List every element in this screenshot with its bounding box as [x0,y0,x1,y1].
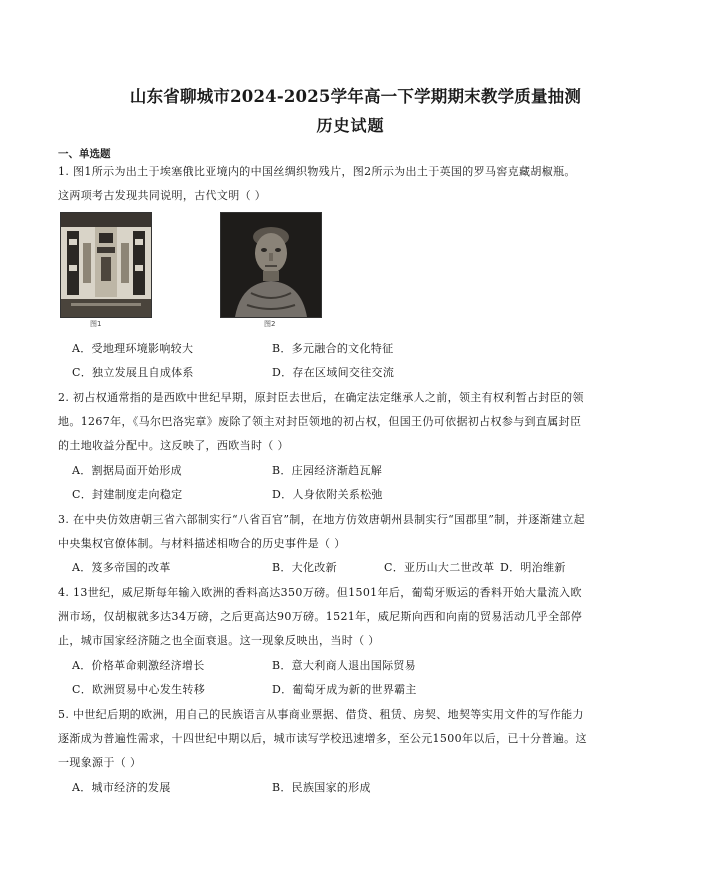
q2-option-d[interactable]: D．人身依附关系松弛 [272,488,383,501]
bust-illustration [221,213,321,317]
q4-option-d[interactable]: D．葡萄牙成为新的世界霸主 [272,683,417,696]
q2-option-b[interactable]: B．庄园经济渐趋瓦解 [272,464,383,477]
q2-stem-line2: 地。1267年，《马尔巴洛宪章》废除了领主对封臣领地的初占权，但国王仍可依据初占权参与到直属封臣 [58,415,582,428]
q2-option-c[interactable]: C．封建制度走向稳定 [72,488,183,501]
section-label: 一、单选题 [58,148,111,160]
figure-1-textile-image [60,212,152,318]
q3-stem-line2: 中央集权官僚体制。与材料描述相吻合的历史事件是（ ） [58,537,346,550]
q4-option-a[interactable]: A．价格革命刺激经济增长 [72,659,205,672]
q5-stem-line2: 逐渐成为普遍性需求，十四世纪中期以后，城市读写学校迅速增多，至公元1500年以后，已十分普遍。这 [58,732,587,745]
q4-stem-line3: 止，城市国家经济随之也全面衰退。这一现象反映出，当时（ ） [58,634,380,647]
q4-stem-line1: 4. 13世纪，威尼斯每年输入欧洲的香料高达350万磅。但1501年后，葡萄牙贩运的香料开始大量流入欧 [58,586,582,599]
textile-illustration [61,213,151,317]
q1-option-d[interactable]: D．存在区域间交往交流 [272,366,395,379]
q4-option-b[interactable]: B．意大利商人退出国际贸易 [272,659,416,672]
q2-option-a[interactable]: A．割据局面开始形成 [72,464,182,477]
q2-stem-line3: 的土地收益分配中。这反映了，西欧当时（ ） [58,439,289,452]
q4-option-c[interactable]: C．欧洲贸易中心发生转移 [72,683,206,696]
q5-option-a[interactable]: A．城市经济的发展 [72,781,171,794]
q1-option-c[interactable]: C．独立发展且自成体系 [72,366,194,379]
figure-2-caption: 图2 [264,320,276,328]
q1-stem-line2: 这两项考古发现共同说明，古代文明（ ） [58,189,267,202]
q4-stem-line2: 洲市场，仅胡椒就多达34万磅，之后更高达90万磅。1521年，威尼斯向西和向南的贸易活动几乎全部停 [58,610,583,623]
q3-option-d[interactable]: D．明治维新 [500,561,566,574]
q1-option-a[interactable]: A．受地理环境影响较大 [72,342,194,355]
q3-option-b[interactable]: B．大化改新 [272,561,337,574]
q3-stem-line1: 3. 在中央仿效唐朝三省六部制实行“八省百官”制，在地方仿效唐朝州县制实行“国郡里”制，并逐渐建立起 [58,513,585,526]
q3-option-a[interactable]: A．笈多帝国的改革 [72,561,171,574]
q5-stem-line1: 5. 中世纪后期的欧洲，用自己的民族语言从事商业票据、借贷、租赁、房契、地契等实用文件的写作能力 [58,708,584,721]
q3-option-c[interactable]: C．亚历山大二世改革 [384,561,495,574]
q1-stem-line1: 1. 图1所示为出土于埃塞俄比亚境内的中国丝绸织物残片，图2所示为出土于英国的罗马窖克藏胡椒瓶。 [58,165,576,178]
q5-option-b[interactable]: B．民族国家的形成 [272,781,371,794]
q2-stem-line1: 2. 初占权通常指的是西欧中世纪早期，原封臣去世后，在确定法定继承人之前，领主有权利暂占封臣的领 [58,391,584,404]
figure-2-pepper-pot-image [220,212,322,318]
document-title: 山东省聊城市2024-2025学年高一下学期期末教学质量抽测 [129,87,582,106]
q5-stem-line3: 一现象源于（ ） [58,756,142,769]
figure-1-caption: 图1 [90,320,102,328]
document-subtitle: 历史试题 [316,116,385,135]
q1-option-b[interactable]: B．多元融合的文化特征 [272,342,394,355]
